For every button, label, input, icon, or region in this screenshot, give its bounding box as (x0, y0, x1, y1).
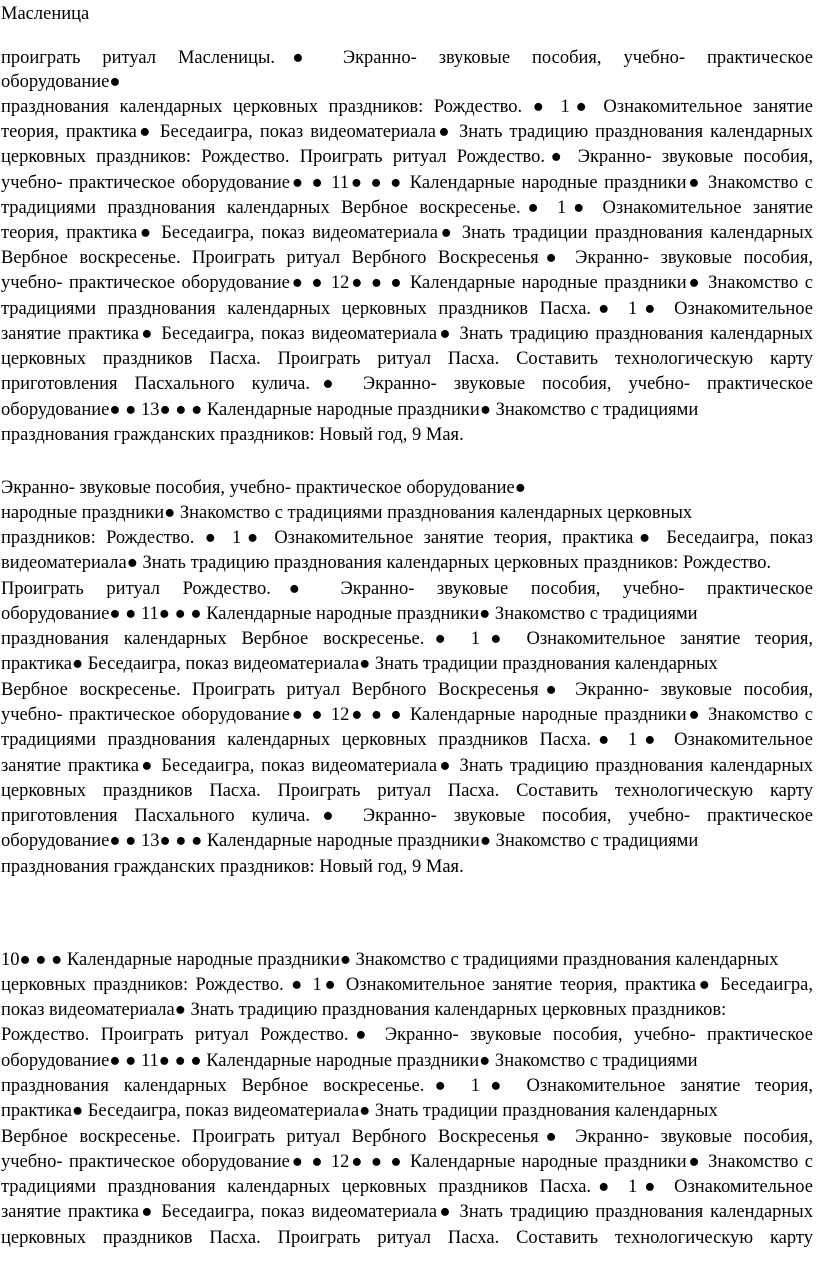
text-line: оборудование● ● 11● ● ● Календарные народные праздники● Знакомство с традициями (1, 1051, 698, 1071)
text-line: Экранно- звуковые пособия, учебно- практическое оборудование● (1, 478, 526, 498)
text-line: Вербное воскресенье. Проиграть ритуал Вербного Воскресенья● Экранно- звуковые пособия, (1, 1127, 813, 1147)
text-line: занятие практика● Беседаигра, показ видеоматериала● Знать традицию празднования календарных (1, 1202, 813, 1222)
text-line: Проиграть ритуал Рождество.● Экранно- звуковые пособия, учебно- практическое (1, 579, 813, 599)
text-line: праздников: Рождество. ● 1● Ознакомительное занятие теория, практика● Беседаигра, показ (1, 528, 813, 548)
text-line: празднования календарных Вербное воскресенье.● 1● Ознакомительное занятие теория, (1, 629, 813, 649)
text-line: практика● Беседаигра, показ видеоматериала● Знать традиции празднования календарных (1, 654, 718, 674)
text-line: церковных праздников Пасха. Проиграть ритуал Пасха. Составить технологическую карту (1, 781, 813, 801)
text-line: практика● Беседаигра, показ видеоматериала● Знать традиции празднования календарных (1, 1101, 718, 1121)
text-line: оборудование● ● 13● ● ● Календарные народные праздники● Знакомство с традициями (1, 400, 699, 420)
text-line: видеоматериала● Знать традицию празднования календарных церковных праздников: Рождество. (1, 553, 772, 573)
text-line: традициями празднования календарных церковных праздников Пасха.● 1● Ознакомительное (1, 299, 813, 319)
text-line: празднования календарных церковных праздников: Рождество. ● 1● Ознакомительное занятие (1, 97, 813, 117)
text-line: оборудование● (1, 72, 121, 92)
document-title: Масленица (1, 4, 90, 24)
text-line: занятие практика● Беседаигра, показ видеоматериала● Знать традицию празднования календарных (1, 756, 813, 776)
text-line: Вербное воскресенье. Проиграть ритуал Вербного Воскресенья● Экранно- звуковые пособия, (1, 680, 813, 700)
text-line: оборудование● ● 13● ● ● Календарные народные праздники● Знакомство с традициями (1, 831, 699, 851)
text-line: проиграть ритуал Масленицы.● Экранно- звуковые пособия, учебно- практическое (1, 48, 813, 68)
text-line: церковных праздников: Рождество. ● 1● Ознакомительное занятие теория, практика● Беседаигра, (1, 975, 813, 995)
text-line: учебно- практическое оборудование● ● 12● ● ● Календарные народные праздники● Знакомство с (1, 705, 813, 725)
text-line: теория, практика● Беседаигра, показ видеоматериала● Знать традиции празднования календарных (1, 223, 813, 243)
text-line: празднования календарных Вербное воскресенье.● 1● Ознакомительное занятие теория, (1, 1076, 813, 1096)
text-line: празднования гражданских праздников: Новый год, 9 Мая. (1, 425, 464, 445)
text-line: 10● ● ● Календарные народные праздники● Знакомство с традициями празднования календарных (1, 950, 779, 970)
document-page (1, 0, 813, 1261)
text-line: Рождество. Проиграть ритуал Рождество.● Экранно- звуковые пособия, учебно- практическое (1, 1025, 813, 1045)
text-line: учебно- практическое оборудование● ● 11● ● ● Календарные народные праздники● Знакомство с (1, 173, 813, 193)
text-line: учебно- практическое оборудование● ● 12● ● ● Календарные народные праздники● Знакомство с (1, 1152, 813, 1172)
text-line: теория, практика● Беседаигра, показ видеоматериала● Знать традицию празднования календарных (1, 122, 813, 142)
text-line: показ видеоматериала● Знать традицию празднования календарных церковных праздников: (1, 1000, 727, 1020)
text-line: народные праздники● Знакомство с традициями празднования календарных церковных (1, 503, 693, 523)
text-line: занятие практика● Беседаигра, показ видеоматериала● Знать традицию празднования календарных (1, 324, 813, 344)
text-line: традициями празднования календарных церковных праздников Пасха.● 1● Ознакомительное (1, 1177, 813, 1197)
text-line: Вербное воскресенье. Проиграть ритуал Вербного Воскресенья● Экранно- звуковые пособия, (1, 248, 813, 268)
text-line: приготовления Пасхального кулича.● Экранно- звуковые пособия, учебно- практическое (1, 806, 813, 826)
text-line: церковных праздников: Рождество. Проиграть ритуал Рождество.● Экранно- звуковые пособия, (1, 147, 813, 167)
text-line: празднования гражданских праздников: Новый год, 9 Мая. (1, 857, 464, 877)
text-line: традициями празднования календарных Вербное воскресенье.● 1● Ознакомительное занятие (1, 198, 813, 218)
text-line: оборудование● ● 11● ● ● Календарные народные праздники● Знакомство с традициями (1, 604, 698, 624)
text-line: церковных праздников Пасха. Проиграть ритуал Пасха. Составить технологическую карту (1, 349, 813, 369)
text-line: церковных праздников Пасха. Проиграть ритуал Пасха. Составить технологическую карту (1, 1228, 813, 1248)
text-line: традициями празднования календарных церковных праздников Пасха.● 1● Ознакомительное (1, 730, 813, 750)
text-line: приготовления Пасхального кулича.● Экранно- звуковые пособия, учебно- практическое (1, 374, 813, 394)
text-line: учебно- практическое оборудование● ● 12● ● ● Календарные народные праздники● Знакомство с (1, 273, 813, 293)
